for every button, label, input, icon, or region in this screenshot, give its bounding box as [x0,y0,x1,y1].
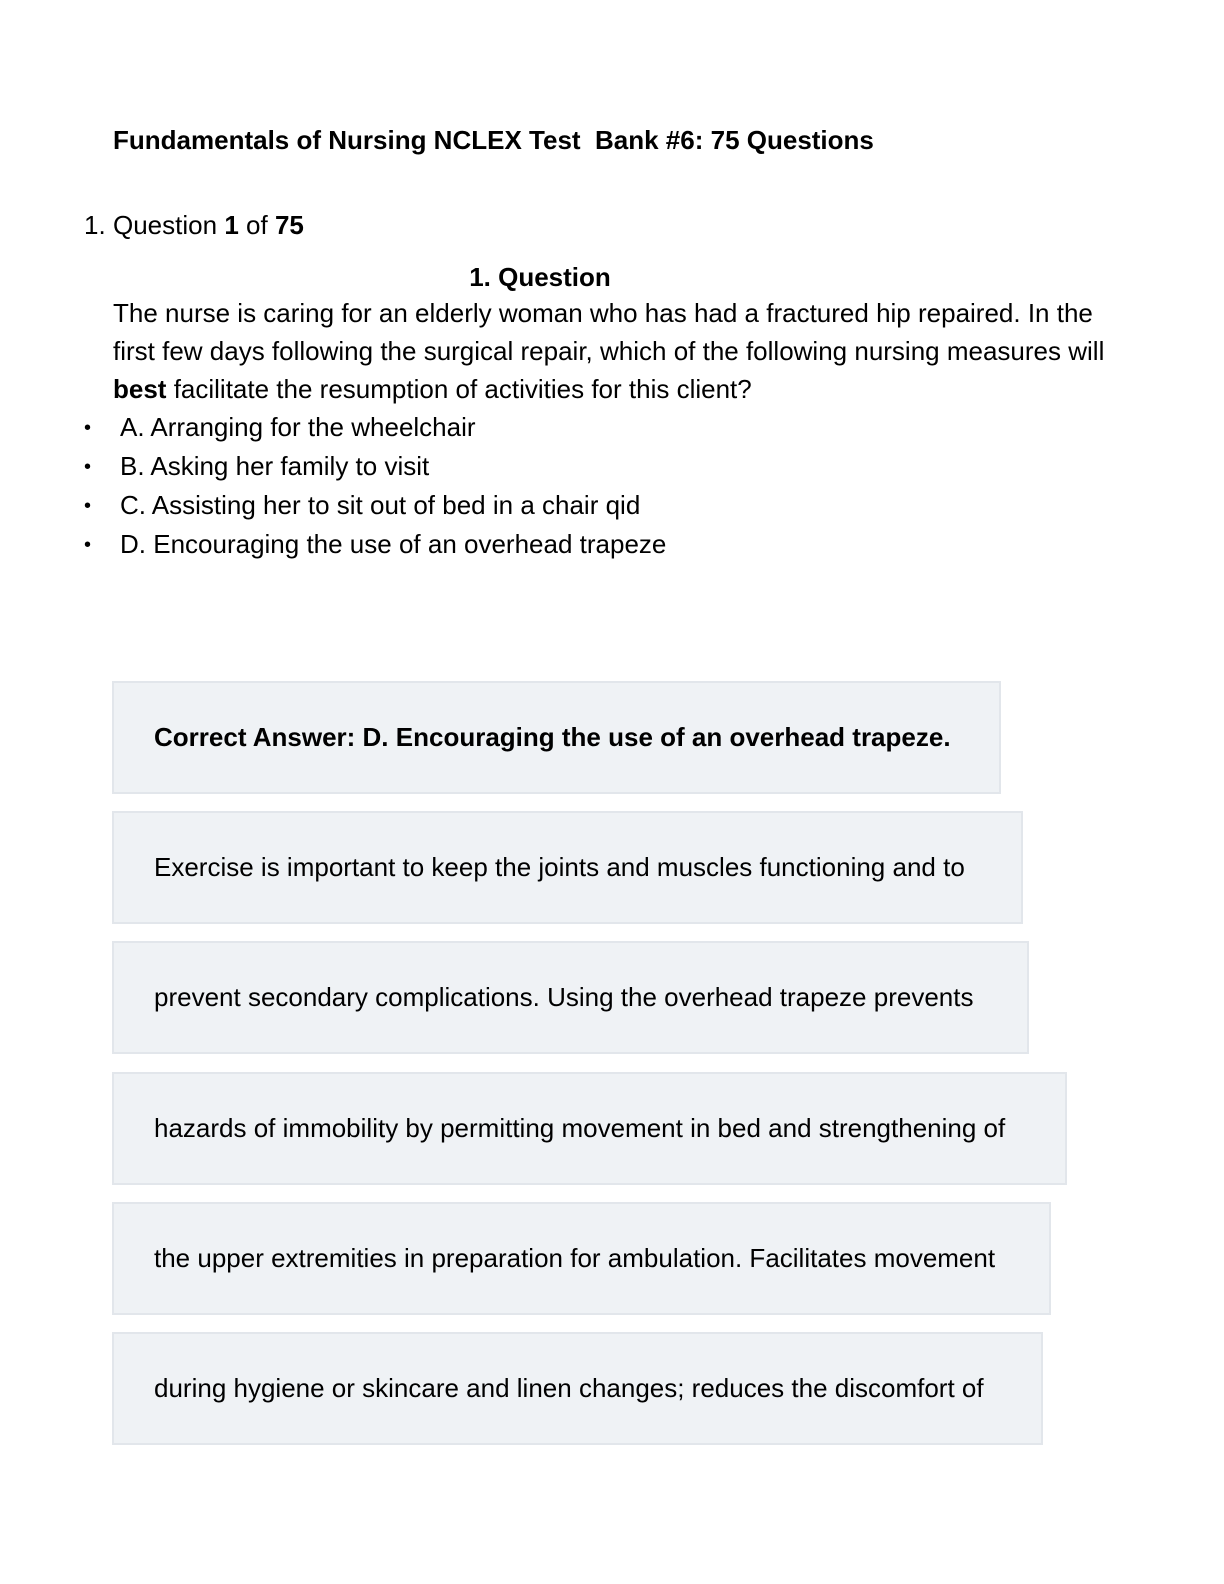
explanation-line: Exercise is important to keep the joints and muscles functioning and to [112,811,1023,924]
page-title: Fundamentals of Nursing NCLEX Test Bank #6: 75 Questions [113,125,874,155]
question-counter-prefix: Question [113,210,218,240]
question-heading: 1. Question [469,262,611,292]
question-counter [84,210,304,241]
answer-options-list [84,408,666,564]
question-counter-of: of [246,210,268,240]
answer-option-a[interactable] [84,408,666,447]
answer-option-b[interactable] [84,447,666,486]
question-text-part-2: facilitate the resumption of activities for this client? [166,374,752,404]
answer-option-d[interactable] [84,525,666,564]
question-text-part-1: The nurse is caring for an elderly woman who has had a fractured hip repaired. In the first few days following the surgical repair, which of the following nursing measures will [113,298,1105,366]
explanation-line: the upper extremities in preparation for ambulation. Facilitates movement [112,1202,1051,1315]
bullet-icon: • [84,456,92,478]
bullet-icon: • [84,534,92,556]
explanation-line: hazards of immobility by permitting movement in bed and strengthening of [112,1072,1067,1185]
explanation-line: during hygiene or skincare and linen changes; reduces the discomfort of [112,1332,1043,1445]
question-total-number: 75 [274,210,304,240]
answer-option-label: B. Asking her family to visit [120,451,430,481]
question-text-emphasis: best [113,374,167,404]
explanation-line: prevent secondary complications. Using the overhead trapeze prevents [112,941,1029,1054]
answer-option-label: A. Arranging for the wheelchair [120,412,476,442]
answer-option-c[interactable] [84,486,666,525]
answer-option-label: D. Encouraging the use of an overhead trapeze [120,529,667,559]
answer-option-label: C. Assisting her to sit out of bed in a chair qid [120,490,641,520]
bullet-icon: • [84,417,92,439]
question-current-number: 1 [224,210,239,240]
bullet-icon: • [84,495,92,517]
question-text [113,294,1113,408]
correct-answer-box: Correct Answer: D. Encouraging the use of an overhead trapeze. [112,681,1001,794]
question-list-number: 1. [84,210,106,240]
